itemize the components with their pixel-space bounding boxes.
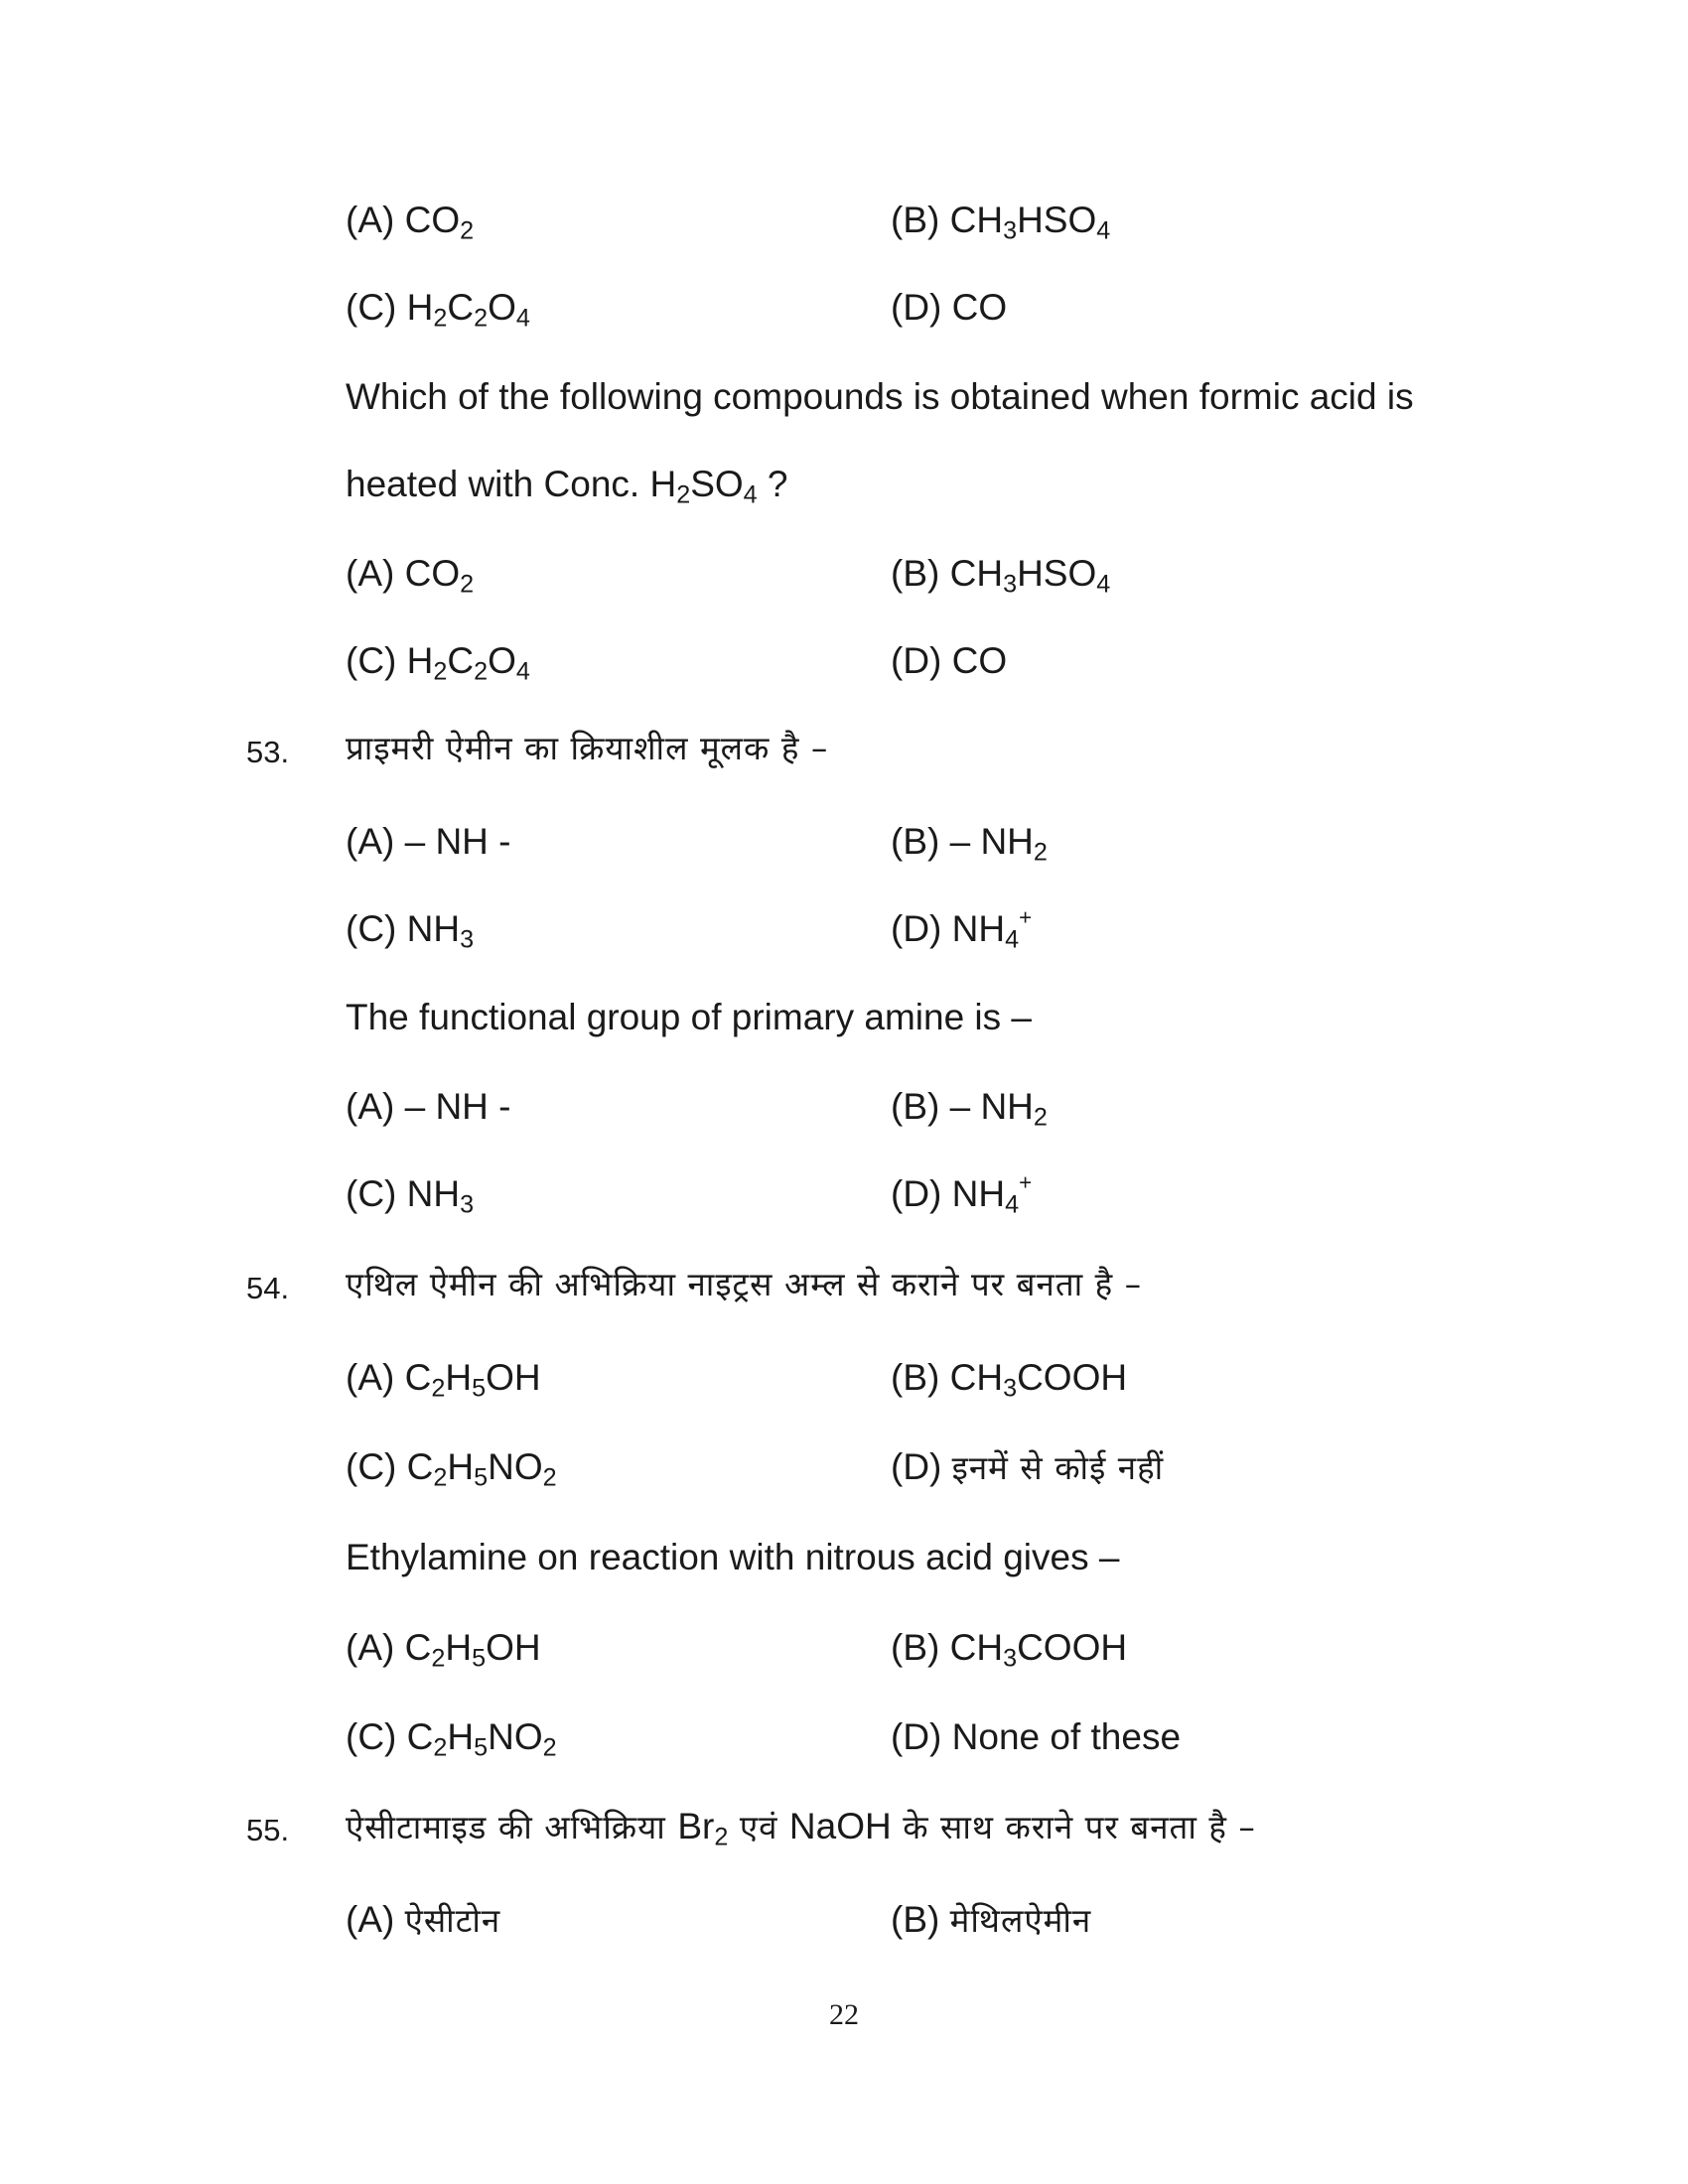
option-b: (B) $CH_3HSO_4$ [891, 553, 1111, 599]
page-number: 22 [829, 1998, 859, 2031]
question-hindi: ऐसीटामाइड की अभिक्रिया $Br_2$ एवं NaOH के साथ कराने पर बनता है – [346, 1806, 1256, 1851]
option-b: (B) $CH_3COOH$ [891, 1627, 1128, 1673]
option-b: $(B) - NH_2$ [891, 821, 1048, 867]
question-english-line2: heated with Conc. $H_2SO_4$ ? [346, 464, 788, 509]
option-c: (C) $H_2C_2O_4$ [346, 287, 530, 333]
option-d: (D) इनमें से कोई नहीं [891, 1446, 1165, 1487]
option-d: (D) None of these [891, 1716, 1182, 1757]
option-d: (D) $NH_4^+$ [891, 904, 1033, 954]
option-a: (A) – NH - [346, 821, 511, 862]
option-c: (C) $NH_3$ [346, 908, 475, 954]
option-c: (C) $H_2C_2O_4$ [346, 640, 530, 686]
option-a: (A) $CO_2$ [346, 553, 475, 599]
question-number: 53. [246, 735, 290, 769]
question-number: 54. [246, 1271, 290, 1305]
question-english-line1: Which of the following compounds is obtained when formic acid is [346, 376, 1414, 417]
option-a: (A) $CO_2$ [346, 200, 475, 245]
option-b: (B) $CH_3HSO_4$ [891, 200, 1111, 245]
question-english: The functional group of primary amine is – [346, 997, 1033, 1037]
option-a: (A) $C_2H_5OH$ [346, 1357, 541, 1403]
option-a: (A) ऐसीटोन [346, 1899, 501, 1940]
option-a: (A) – NH - [346, 1086, 511, 1127]
option-a: (A) $C_2H_5OH$ [346, 1627, 541, 1673]
option-b: (B) मेथिलऐमीन [891, 1899, 1092, 1940]
option-d: (D) $NH_4^+$ [891, 1169, 1033, 1219]
option-d: (D) CO [891, 287, 1008, 328]
option-d: (D) CO [891, 640, 1008, 681]
option-b: $(B) - NH_2$ [891, 1086, 1048, 1132]
option-c: (C) $C_2H_5NO_2$ [346, 1716, 557, 1762]
question-hindi: प्राइमरी ऐमीन का क्रियाशील मूलक है – [346, 729, 829, 767]
question-english: Ethylamine on reaction with nitrous acid gives – [346, 1537, 1120, 1577]
question-hindi: एथिल ऐमीन की अभिक्रिया नाइट्रस अम्ल से कराने पर बनता है – [346, 1265, 1143, 1303]
option-b: (B) $CH_3COOH$ [891, 1357, 1128, 1403]
option-c: (C) $NH_3$ [346, 1173, 475, 1219]
question-number: 55. [246, 1813, 290, 1847]
option-c: (C) $C_2H_5NO_2$ [346, 1446, 557, 1492]
